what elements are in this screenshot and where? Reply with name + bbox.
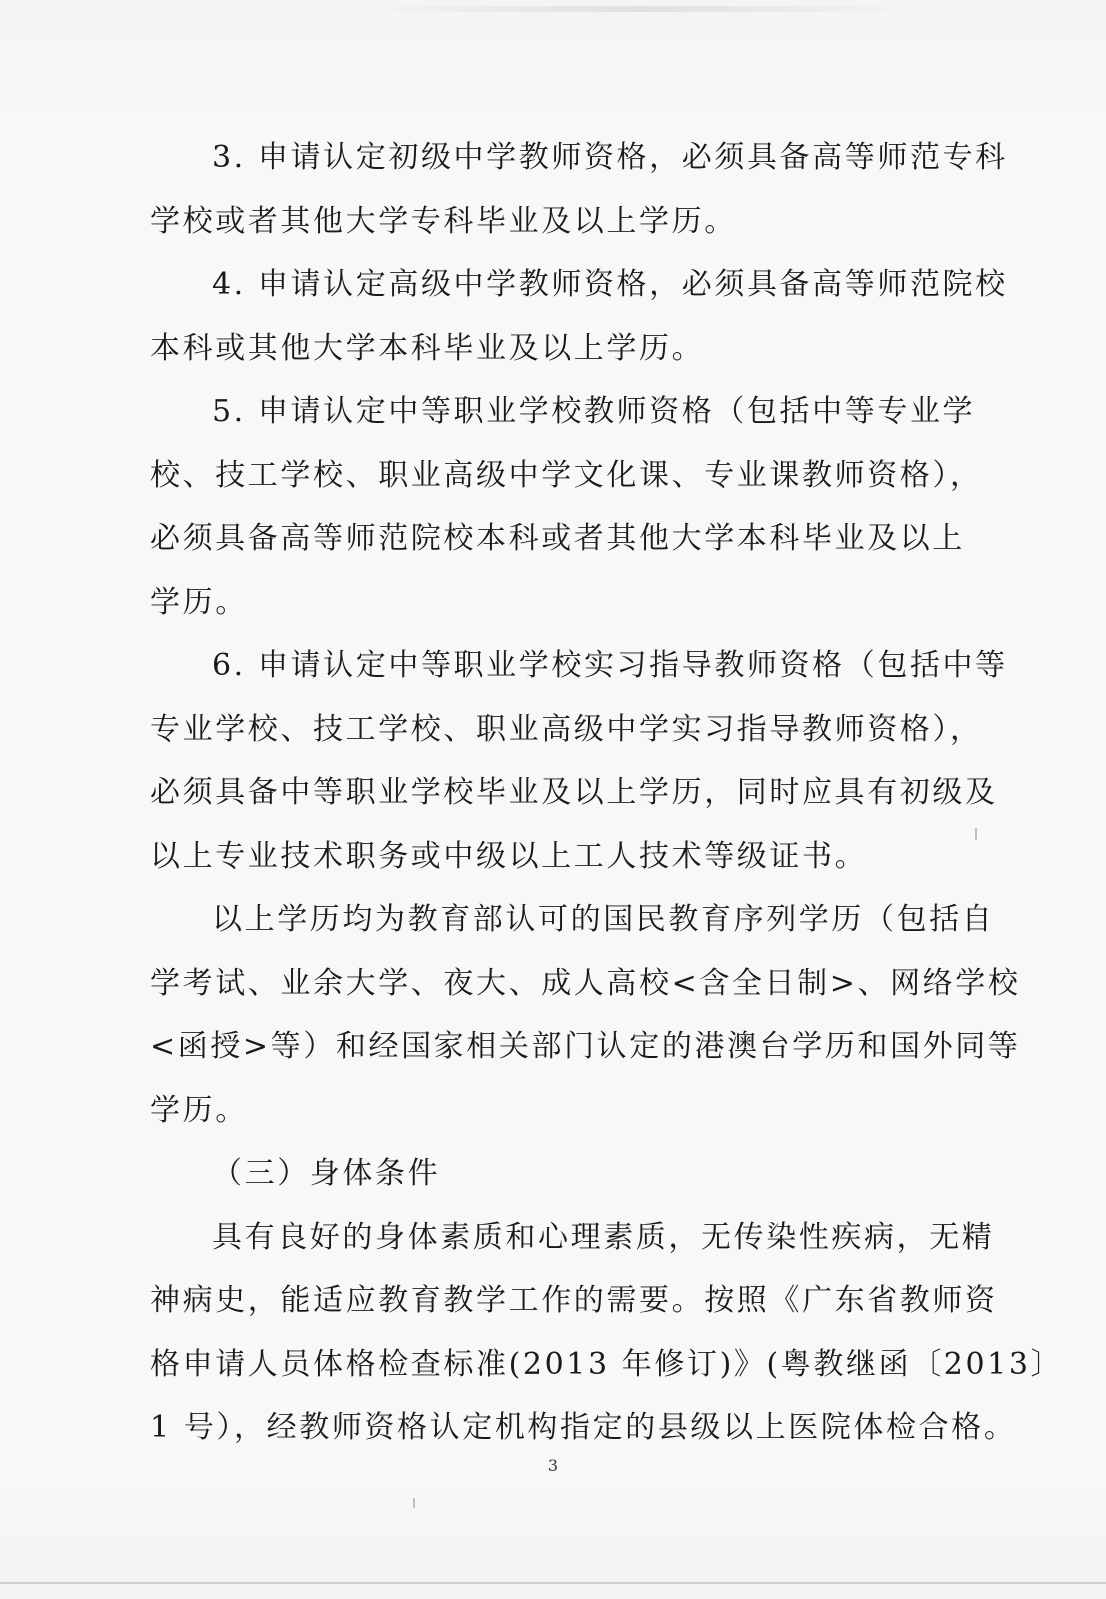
para-4-line-2: 本科或其他大学本科毕业及以上学历。 xyxy=(150,330,705,366)
body-text xyxy=(150,126,1064,1460)
para-6-line-1: 6. 申请认定中等职业学校实习指导教师资格（包括中等 xyxy=(212,648,1008,683)
para-note-line-3: <函授>等）和经国家相关部门认定的港澳台学历和国外同等 xyxy=(150,1029,1021,1064)
para-6-line-2: 专业学校、技工学校、职业高级中学实习指导教师资格）， xyxy=(150,711,983,747)
para-physical-line-1: 具有良好的身体素质和心理素质，无传染性疾病，无精 xyxy=(212,1219,995,1255)
para-note-line-4: 学历。 xyxy=(150,1092,248,1128)
bottom-edge-line xyxy=(0,1582,1106,1584)
para-3-line-2: 学校或者其他大学专科毕业及以上学历。 xyxy=(150,203,737,239)
para-6-line-3: 必须具备中等职业学校毕业及以上学历，同时应具有初级及 xyxy=(150,775,998,810)
para-note-line-1: 以上学历均为教育部认可的国民教育序列学历（包括自 xyxy=(212,902,995,937)
page-number: 3 xyxy=(547,1456,559,1475)
para-4-line-1: 4. 申请认定高级中学教师资格，必须具备高等师范院校 xyxy=(212,267,1008,302)
scan-speck xyxy=(413,1498,415,1508)
para-note-line-2: 学考试、业余大学、夜大、成人高校<含全日制>、网络学校 xyxy=(150,965,1021,1001)
para-5-line-2: 校、技工学校、职业高级中学文化课、专业课教师资格）， xyxy=(150,457,983,493)
para-5-line-4: 学历。 xyxy=(150,584,248,620)
scan-speck xyxy=(975,828,977,840)
para-5-line-1: 5. 申请认定中等职业学校教师资格（包括中等专业学 xyxy=(212,394,976,429)
para-6-line-4: 以上专业技术职务或中级以上工人技术等级证书。 xyxy=(150,838,868,874)
section-heading-physical: （三）身体条件 xyxy=(212,1156,441,1191)
para-5-line-3: 必须具备高等师范院校本科或者其他大学本科毕业及以上 xyxy=(150,521,965,556)
para-physical-line-2: 神病史，能适应教育教学工作的需要。按照《广东省教师资 xyxy=(150,1283,998,1318)
scan-artifact-top xyxy=(360,6,920,12)
para-physical-line-3: 格申请人员体格检查标准(2013 年修订)》(粤教继函〔2013〕 xyxy=(150,1346,1064,1382)
para-physical-line-4: 1 号），经教师资格认定机构指定的县级以上医院体检合格。 xyxy=(150,1410,1017,1445)
para-3-line-1: 3. 申请认定初级中学教师资格，必须具备高等师范专科 xyxy=(212,140,1008,175)
